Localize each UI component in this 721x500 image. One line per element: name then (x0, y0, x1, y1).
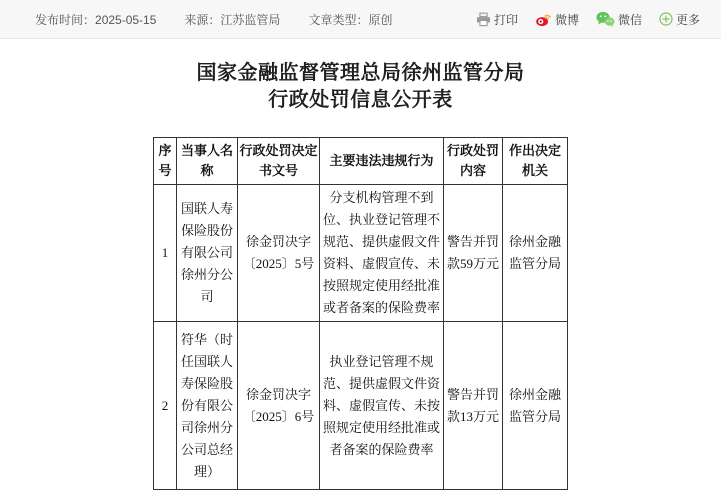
plus-circle-icon (659, 12, 673, 26)
penalty-table-container (0, 137, 721, 490)
cell-index: 1 (154, 185, 177, 322)
publish-time (35, 11, 156, 28)
header-violation: 主要违法违规行为 (320, 138, 444, 185)
weibo-icon (535, 12, 552, 27)
table-row (154, 322, 568, 490)
printer-icon (476, 12, 491, 27)
doc-type-label: 文章类型： (308, 12, 369, 27)
doc-type-value: 原创 (368, 12, 393, 27)
cell-doc-no: 徐金罚决字〔2025〕6号 (238, 322, 320, 490)
doc-type (308, 11, 392, 28)
table-header-row (154, 138, 568, 185)
page-title-line2: 行政处罚信息公开表 (268, 89, 453, 111)
wechat-icon (596, 11, 615, 27)
more-button[interactable] (659, 11, 700, 28)
header-authority: 作出决定机关 (503, 138, 568, 185)
header-party: 当事人名称 (177, 138, 238, 185)
penalty-table (153, 137, 568, 490)
cell-doc-no: 徐金罚决字〔2025〕5号 (238, 185, 320, 322)
page-title (0, 60, 721, 114)
print-label: 打印 (493, 12, 518, 27)
cell-party: 符华（时任国联人寿保险股份有限公司徐州分公司总经理） (177, 322, 238, 490)
weibo-label: 微博 (554, 12, 579, 27)
cell-violation: 分支机构管理不到位、执业登记管理不规范、提供虚假文件资料、虚假宣传、未按照规定使用经批准或者备案的保险费率 (320, 185, 444, 322)
print-button[interactable] (476, 11, 518, 28)
source-value: 江苏监管局 (220, 12, 281, 27)
header-doc-no: 行政处罚决定书文号 (238, 138, 320, 185)
action-group (476, 11, 700, 28)
source (184, 11, 280, 28)
source-label: 来源： (184, 12, 221, 27)
publish-time-value: 2025-05-15 (95, 12, 157, 27)
publish-time-label: 发布时间： (35, 12, 96, 27)
cell-violation: 执业登记管理不规范、提供虚假文件资料、虚假宣传、未按照规定使用经批准或者备案的保险费率 (320, 322, 444, 490)
weibo-share-button[interactable] (535, 11, 579, 28)
wechat-share-button[interactable] (596, 11, 642, 28)
table-row (154, 185, 568, 322)
cell-party: 国联人寿保险股份有限公司徐州分公司 (177, 185, 238, 322)
cell-authority: 徐州金融监管分局 (503, 322, 568, 490)
page-title-line1: 国家金融监督管理总局徐州监管分局 (196, 62, 525, 84)
cell-authority: 徐州金融监管分局 (503, 185, 568, 322)
more-label: 更多 (675, 12, 700, 27)
header-index: 序号 (154, 138, 177, 185)
wechat-label: 微信 (617, 12, 642, 27)
cell-penalty: 警告并罚款13万元 (444, 322, 503, 490)
cell-index: 2 (154, 322, 177, 490)
header-penalty: 行政处罚内容 (444, 138, 503, 185)
cell-penalty: 警告并罚款59万元 (444, 185, 503, 322)
meta-bar (0, 0, 721, 39)
